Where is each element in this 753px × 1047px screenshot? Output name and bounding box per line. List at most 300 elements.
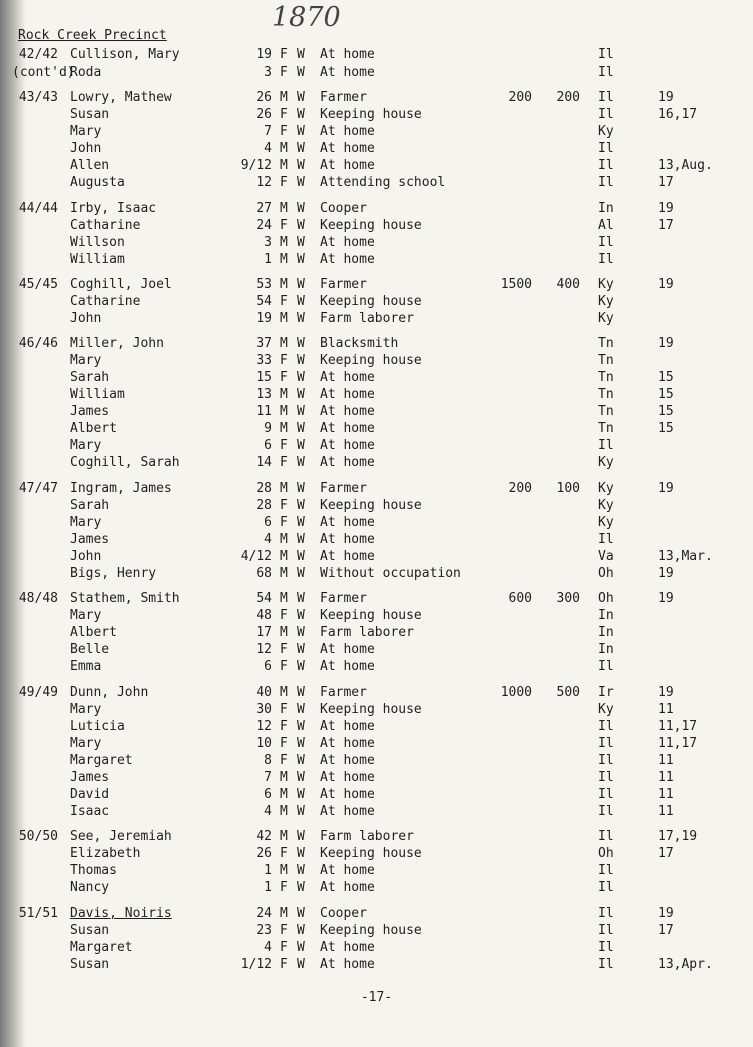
row-name: John	[70, 141, 102, 156]
row-age: 6	[264, 659, 272, 674]
row-occupation: Keeping house	[320, 498, 422, 513]
row-name: Elizabeth	[70, 846, 141, 861]
row-occupation: At home	[320, 549, 375, 564]
row-name: Catharine	[70, 218, 141, 233]
row-real-estate-value: 200	[508, 481, 532, 496]
row-age: 40	[256, 685, 272, 700]
row-occupation: At home	[320, 421, 375, 436]
row-race: W	[297, 753, 305, 768]
binding-shadow	[0, 0, 26, 1047]
handwritten-year: 1870	[272, 2, 341, 33]
row-sex: M	[280, 863, 288, 878]
row-remarks: 17	[658, 846, 674, 861]
row-race: W	[297, 719, 305, 734]
row-birthplace: Ky	[598, 277, 614, 292]
row-occupation: Farmer	[320, 591, 367, 606]
row-sex: M	[280, 252, 288, 267]
row-sex: F	[280, 880, 288, 895]
row-name: Cullison, Mary	[70, 47, 180, 62]
row-name: Mary	[70, 702, 102, 717]
row-sex: F	[280, 107, 288, 122]
row-birthplace: Il	[598, 175, 614, 190]
row-birthplace: Il	[598, 787, 614, 802]
page-number: -17-	[360, 990, 393, 1005]
row-race: W	[297, 625, 305, 640]
row-age: 3	[264, 235, 272, 250]
row-age: 12	[256, 642, 272, 657]
row-name: Allen	[70, 158, 110, 173]
row-occupation: Without occupation	[320, 566, 461, 581]
row-occupation: At home	[320, 659, 375, 674]
row-occupation: At home	[320, 940, 375, 955]
row-name: Susan	[70, 923, 110, 938]
row-race: W	[297, 787, 305, 802]
row-sex: F	[280, 957, 288, 972]
row-name: Davis, Noiris	[70, 906, 172, 921]
row-occupation: Keeping house	[320, 294, 422, 309]
row-sex: F	[280, 659, 288, 674]
row-name: Coghill, Sarah	[70, 455, 180, 470]
row-age: 13	[256, 387, 272, 402]
row-race: W	[297, 404, 305, 419]
row-race: W	[297, 923, 305, 938]
row-occupation: At home	[320, 65, 375, 80]
row-race: W	[297, 175, 305, 190]
row-race: W	[297, 90, 305, 105]
row-birthplace: Il	[598, 804, 614, 819]
row-name: Albert	[70, 625, 117, 640]
row-sex: M	[280, 141, 288, 156]
row-sex: F	[280, 370, 288, 385]
row-birthplace: Il	[598, 829, 614, 844]
row-occupation: At home	[320, 736, 375, 751]
row-dwelling-number: 49/49	[18, 685, 58, 700]
row-birthplace: In	[598, 608, 614, 623]
row-dwelling-number: 43/43	[18, 90, 58, 105]
row-occupation: At home	[320, 370, 375, 385]
row-age: 6	[264, 787, 272, 802]
row-occupation: Farm laborer	[320, 625, 414, 640]
row-sex: F	[280, 498, 288, 513]
row-birthplace: Il	[598, 940, 614, 955]
row-race: W	[297, 107, 305, 122]
row-birthplace: Il	[598, 719, 614, 734]
row-name: Margaret	[70, 753, 133, 768]
row-dwelling-number: 42/42	[18, 47, 58, 62]
row-sex: M	[280, 387, 288, 402]
row-occupation: At home	[320, 804, 375, 819]
row-age: 12	[256, 175, 272, 190]
row-sex: F	[280, 702, 288, 717]
row-age: 15	[256, 370, 272, 385]
row-birthplace: Il	[598, 235, 614, 250]
row-remarks: 17	[658, 175, 674, 190]
row-age: 4	[264, 940, 272, 955]
row-occupation: At home	[320, 252, 375, 267]
row-birthplace: Il	[598, 438, 614, 453]
row-dwelling-number: (cont'd)	[12, 65, 75, 80]
row-sex: F	[280, 218, 288, 233]
row-race: W	[297, 846, 305, 861]
row-birthplace: Il	[598, 141, 614, 156]
row-race: W	[297, 421, 305, 436]
row-race: W	[297, 353, 305, 368]
row-name: Mary	[70, 353, 102, 368]
row-age: 37	[256, 336, 272, 351]
row-occupation: At home	[320, 515, 375, 530]
row-sex: M	[280, 481, 288, 496]
row-name: James	[70, 532, 110, 547]
row-occupation: Keeping house	[320, 846, 422, 861]
row-birthplace: Oh	[598, 846, 614, 861]
row-birthplace: Tn	[598, 404, 614, 419]
row-name: John	[70, 549, 102, 564]
row-birthplace: Tn	[598, 387, 614, 402]
row-age: 54	[256, 294, 272, 309]
row-birthplace: Il	[598, 65, 614, 80]
row-age: 23	[256, 923, 272, 938]
row-age: 42	[256, 829, 272, 844]
row-occupation: Keeping house	[320, 608, 422, 623]
row-sex: M	[280, 90, 288, 105]
row-birthplace: Il	[598, 753, 614, 768]
row-age: 14	[256, 455, 272, 470]
row-birthplace: Il	[598, 47, 614, 62]
row-birthplace: Il	[598, 659, 614, 674]
row-sex: F	[280, 940, 288, 955]
row-birthplace: Ky	[598, 455, 614, 470]
row-name: Ingram, James	[70, 481, 172, 496]
row-name: Belle	[70, 642, 110, 657]
row-race: W	[297, 218, 305, 233]
row-birthplace: Il	[598, 90, 614, 105]
row-race: W	[297, 608, 305, 623]
row-birthplace: Il	[598, 107, 614, 122]
row-birthplace: Il	[598, 252, 614, 267]
row-age: 19	[256, 47, 272, 62]
row-name: Nancy	[70, 880, 110, 895]
row-sex: F	[280, 515, 288, 530]
row-race: W	[297, 455, 305, 470]
row-sex: M	[280, 549, 288, 564]
row-occupation: At home	[320, 47, 375, 62]
row-birthplace: Il	[598, 770, 614, 785]
row-remarks: 19	[658, 906, 674, 921]
row-name: Margaret	[70, 940, 133, 955]
row-personal-estate-value: 100	[556, 481, 580, 496]
row-name: Irby, Isaac	[70, 201, 157, 216]
row-race: W	[297, 804, 305, 819]
row-race: W	[297, 498, 305, 513]
row-dwelling-number: 46/46	[18, 336, 58, 351]
row-occupation: At home	[320, 141, 375, 156]
row-sex: M	[280, 685, 288, 700]
row-remarks: 11	[658, 804, 674, 819]
row-sex: F	[280, 438, 288, 453]
row-remarks: 11	[658, 702, 674, 717]
row-remarks: 13,Aug.	[658, 158, 713, 173]
row-name: Luticia	[70, 719, 125, 734]
row-race: W	[297, 252, 305, 267]
row-dwelling-number: 50/50	[18, 829, 58, 844]
row-age: 1	[264, 880, 272, 895]
row-remarks: 19	[658, 201, 674, 216]
row-age: 28	[256, 498, 272, 513]
row-name: Mary	[70, 515, 102, 530]
row-race: W	[297, 863, 305, 878]
row-occupation: Blacksmith	[320, 336, 399, 351]
row-sex: M	[280, 532, 288, 547]
row-age: 26	[256, 846, 272, 861]
row-occupation: At home	[320, 957, 375, 972]
row-birthplace: Ky	[598, 481, 614, 496]
row-real-estate-value: 1000	[500, 685, 532, 700]
row-name: See, Jeremiah	[70, 829, 172, 844]
row-occupation: Farmer	[320, 277, 367, 292]
row-birthplace: Il	[598, 957, 614, 972]
row-name: Mary	[70, 608, 102, 623]
row-sex: M	[280, 235, 288, 250]
row-sex: F	[280, 455, 288, 470]
row-occupation: Keeping house	[320, 353, 422, 368]
row-sex: M	[280, 421, 288, 436]
row-age: 17	[256, 625, 272, 640]
row-birthplace: Oh	[598, 566, 614, 581]
row-race: W	[297, 880, 305, 895]
row-sex: F	[280, 923, 288, 938]
row-race: W	[297, 336, 305, 351]
row-age: 4	[264, 532, 272, 547]
row-race: W	[297, 566, 305, 581]
row-race: W	[297, 659, 305, 674]
row-name: Susan	[70, 107, 110, 122]
row-birthplace: Va	[598, 549, 614, 564]
row-occupation: Keeping house	[320, 218, 422, 233]
row-occupation: Farmer	[320, 685, 367, 700]
row-remarks: 15	[658, 421, 674, 436]
row-race: W	[297, 370, 305, 385]
row-race: W	[297, 65, 305, 80]
row-name: Stathem, Smith	[70, 591, 180, 606]
row-sex: F	[280, 736, 288, 751]
row-age: 4	[264, 141, 272, 156]
row-age: 6	[264, 438, 272, 453]
row-sex: M	[280, 591, 288, 606]
row-sex: M	[280, 158, 288, 173]
row-remarks: 11	[658, 770, 674, 785]
row-occupation: At home	[320, 404, 375, 419]
row-remarks: 11	[658, 753, 674, 768]
row-sex: M	[280, 804, 288, 819]
row-birthplace: Il	[598, 880, 614, 895]
row-remarks: 16,17	[658, 107, 698, 122]
row-dwelling-number: 48/48	[18, 591, 58, 606]
row-birthplace: In	[598, 201, 614, 216]
row-birthplace: Tn	[598, 353, 614, 368]
row-race: W	[297, 515, 305, 530]
row-age: 30	[256, 702, 272, 717]
row-age: 28	[256, 481, 272, 496]
row-dwelling-number: 47/47	[18, 481, 58, 496]
row-name: William	[70, 387, 125, 402]
row-sex: M	[280, 625, 288, 640]
row-birthplace: Il	[598, 158, 614, 173]
row-age: 10	[256, 736, 272, 751]
row-age: 1	[264, 252, 272, 267]
row-occupation: At home	[320, 158, 375, 173]
row-race: W	[297, 124, 305, 139]
row-sex: F	[280, 753, 288, 768]
row-race: W	[297, 481, 305, 496]
row-age: 27	[256, 201, 272, 216]
row-name: William	[70, 252, 125, 267]
row-age: 1	[264, 863, 272, 878]
row-sex: F	[280, 846, 288, 861]
row-birthplace: Il	[598, 863, 614, 878]
row-sex: F	[280, 65, 288, 80]
row-race: W	[297, 591, 305, 606]
row-personal-estate-value: 200	[556, 90, 580, 105]
row-name: Roda	[70, 65, 102, 80]
row-birthplace: Il	[598, 906, 614, 921]
row-occupation: Attending school	[320, 175, 446, 190]
row-dwelling-number: 51/51	[18, 906, 58, 921]
row-birthplace: Ky	[598, 311, 614, 326]
row-race: W	[297, 141, 305, 156]
row-occupation: At home	[320, 532, 375, 547]
row-age: 7	[264, 770, 272, 785]
row-age: 68	[256, 566, 272, 581]
row-name: Lowry, Mathew	[70, 90, 172, 105]
row-birthplace: Ky	[598, 294, 614, 309]
row-occupation: At home	[320, 642, 375, 657]
row-name: Albert	[70, 421, 117, 436]
row-remarks: 19	[658, 336, 674, 351]
row-race: W	[297, 940, 305, 955]
row-age: 6	[264, 515, 272, 530]
row-race: W	[297, 685, 305, 700]
row-occupation: At home	[320, 387, 375, 402]
row-name: Willson	[70, 235, 125, 250]
row-age: 8	[264, 753, 272, 768]
row-occupation: At home	[320, 719, 375, 734]
row-name: David	[70, 787, 110, 802]
row-name: Coghill, Joel	[70, 277, 172, 292]
row-remarks: 11,17	[658, 719, 698, 734]
row-race: W	[297, 736, 305, 751]
row-sex: F	[280, 608, 288, 623]
row-name: Thomas	[70, 863, 117, 878]
row-sex: F	[280, 294, 288, 309]
row-remarks: 19	[658, 277, 674, 292]
row-age: 26	[256, 90, 272, 105]
row-sex: M	[280, 201, 288, 216]
row-birthplace: Oh	[598, 591, 614, 606]
row-sex: M	[280, 311, 288, 326]
row-real-estate-value: 200	[508, 90, 532, 105]
row-personal-estate-value: 500	[556, 685, 580, 700]
row-sex: M	[280, 277, 288, 292]
row-birthplace: Ky	[598, 702, 614, 717]
row-real-estate-value: 600	[508, 591, 532, 606]
row-name: Isaac	[70, 804, 110, 819]
row-race: W	[297, 642, 305, 657]
row-sex: M	[280, 770, 288, 785]
row-race: W	[297, 387, 305, 402]
row-occupation: At home	[320, 787, 375, 802]
row-race: W	[297, 201, 305, 216]
row-birthplace: In	[598, 625, 614, 640]
row-race: W	[297, 311, 305, 326]
row-race: W	[297, 438, 305, 453]
row-race: W	[297, 829, 305, 844]
row-age: 1/12	[240, 957, 272, 972]
row-age: 9	[264, 421, 272, 436]
row-name: Sarah	[70, 498, 110, 513]
row-remarks: 13,Mar.	[658, 549, 713, 564]
row-birthplace: Ir	[598, 685, 614, 700]
row-race: W	[297, 549, 305, 564]
row-birthplace: Tn	[598, 421, 614, 436]
row-race: W	[297, 702, 305, 717]
row-remarks: 19	[658, 685, 674, 700]
row-personal-estate-value: 400	[556, 277, 580, 292]
row-age: 11	[256, 404, 272, 419]
row-name: Dunn, John	[70, 685, 149, 700]
row-age: 26	[256, 107, 272, 122]
row-name: James	[70, 404, 110, 419]
row-sex: M	[280, 566, 288, 581]
row-birthplace: Ky	[598, 515, 614, 530]
row-name: Augusta	[70, 175, 125, 190]
row-remarks: 13,Apr.	[658, 957, 713, 972]
row-name: Mary	[70, 124, 102, 139]
row-dwelling-number: 44/44	[18, 201, 58, 216]
row-name: Mary	[70, 736, 102, 751]
row-birthplace: Ky	[598, 498, 614, 513]
row-occupation: Keeping house	[320, 923, 422, 938]
row-birthplace: Tn	[598, 370, 614, 385]
row-remarks: 19	[658, 90, 674, 105]
row-birthplace: Al	[598, 218, 614, 233]
row-age: 53	[256, 277, 272, 292]
row-race: W	[297, 158, 305, 173]
row-occupation: At home	[320, 455, 375, 470]
row-age: 24	[256, 906, 272, 921]
row-sex: M	[280, 906, 288, 921]
row-name: Emma	[70, 659, 102, 674]
row-occupation: At home	[320, 124, 375, 139]
row-birthplace: Il	[598, 923, 614, 938]
row-birthplace: Ky	[598, 124, 614, 139]
row-remarks: 19	[658, 481, 674, 496]
row-remarks: 15	[658, 404, 674, 419]
row-sex: F	[280, 719, 288, 734]
row-remarks: 11,17	[658, 736, 698, 751]
row-race: W	[297, 957, 305, 972]
row-occupation: Farmer	[320, 481, 367, 496]
row-birthplace: In	[598, 642, 614, 657]
row-occupation: At home	[320, 880, 375, 895]
row-age: 12	[256, 719, 272, 734]
row-occupation: Farm laborer	[320, 311, 414, 326]
row-occupation: At home	[320, 753, 375, 768]
row-occupation: Cooper	[320, 906, 367, 921]
row-age: 48	[256, 608, 272, 623]
row-remarks: 17,19	[658, 829, 698, 844]
row-race: W	[297, 770, 305, 785]
row-race: W	[297, 906, 305, 921]
